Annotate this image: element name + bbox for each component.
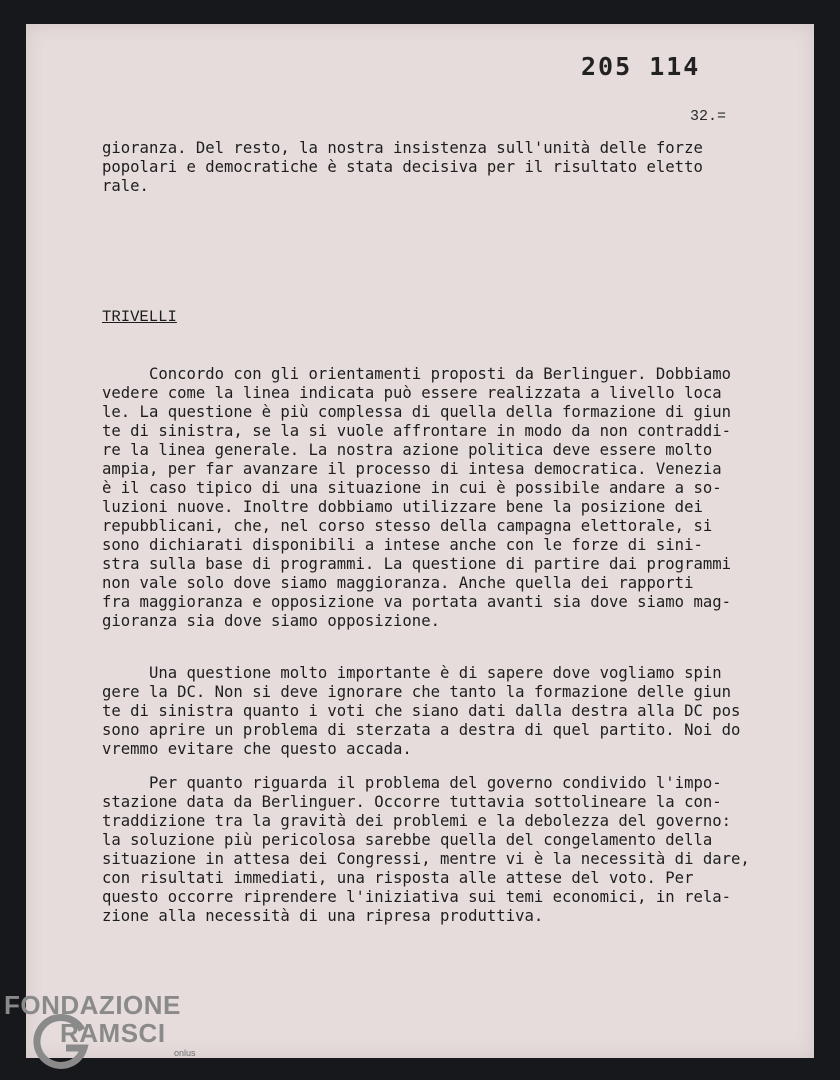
- archive-number: 205 114: [581, 52, 701, 81]
- paragraph-2: Una questione molto importante è di sapere dove vogliamo spin gere la DC. Non si deve ignorare che tanto la formazione delle giun te di sinistra quanto i voti che siano dati dalla destra alla DC pos sono aprire un problema di sterzata a destra di quel partito. Noi do vremmo evitare che questo accada.: [102, 664, 741, 758]
- watermark-line1: FONDAZIONE: [4, 990, 181, 1020]
- paragraph-3: Per quanto riguarda il problema del governo condivido l'impo- stazione data da Berlinguer. Occorre tuttavia sottolineare la con- traddizione tra la gravità dei problemi e la debolezza del governo: la soluzione più pericolosa sarebbe quella del congelamento della situazione in attesa dei Congressi, mentre vi è la necessità di dare, con risultati immediati, una risposta alle attese del voto. Per questo occorre riprendere l'iniziativa sui temi economici, in rela- zione alla necessità di una ripresa produttiva.: [102, 774, 750, 925]
- speaker-heading: TRIVELLI: [102, 308, 177, 326]
- document-page: [26, 24, 814, 1058]
- fondazione-gramsci-watermark: [4, 990, 214, 1080]
- watermark-line2: RAMSCI: [60, 1018, 166, 1048]
- watermark-line3: onlus: [174, 1048, 196, 1058]
- paragraph-1: Concordo con gli orientamenti proposti da Berlinguer. Dobbiamo vedere come la linea indicata può essere realizzata a livello loca le. La questione è più complessa di quella della formazione di giun te di sinistra, se la si vuole affrontare in modo da non contraddi- re la linea generale. La nostra azione politica deve essere molto ampia, per far avanzare il processo di intesa democratica. Venezia è il caso tipico di una situazione in cui è possibile andare a so- luzioni nuove. Inoltre dobbiamo utilizzare bene la posizione dei repubblicani, che, nel corso stesso della campagna elettorale, si sono dichiarati disponibili a intese anche con le forze di sini- stra sulla base di programmi. La questione di partire dai programmi non vale solo dove siamo maggioranza. Anche quella dei rapporti fra maggioranza e opposizione va portata avanti sia dove siamo mag- gioranza sia dove siamo opposizione.: [102, 365, 732, 630]
- page-number: 32.=: [690, 108, 727, 125]
- opening-paragraph: gioranza. Del resto, la nostra insistenza sull'unità delle forze popolari e democratiche è stata decisiva per il risultato eletto rale.: [102, 139, 703, 195]
